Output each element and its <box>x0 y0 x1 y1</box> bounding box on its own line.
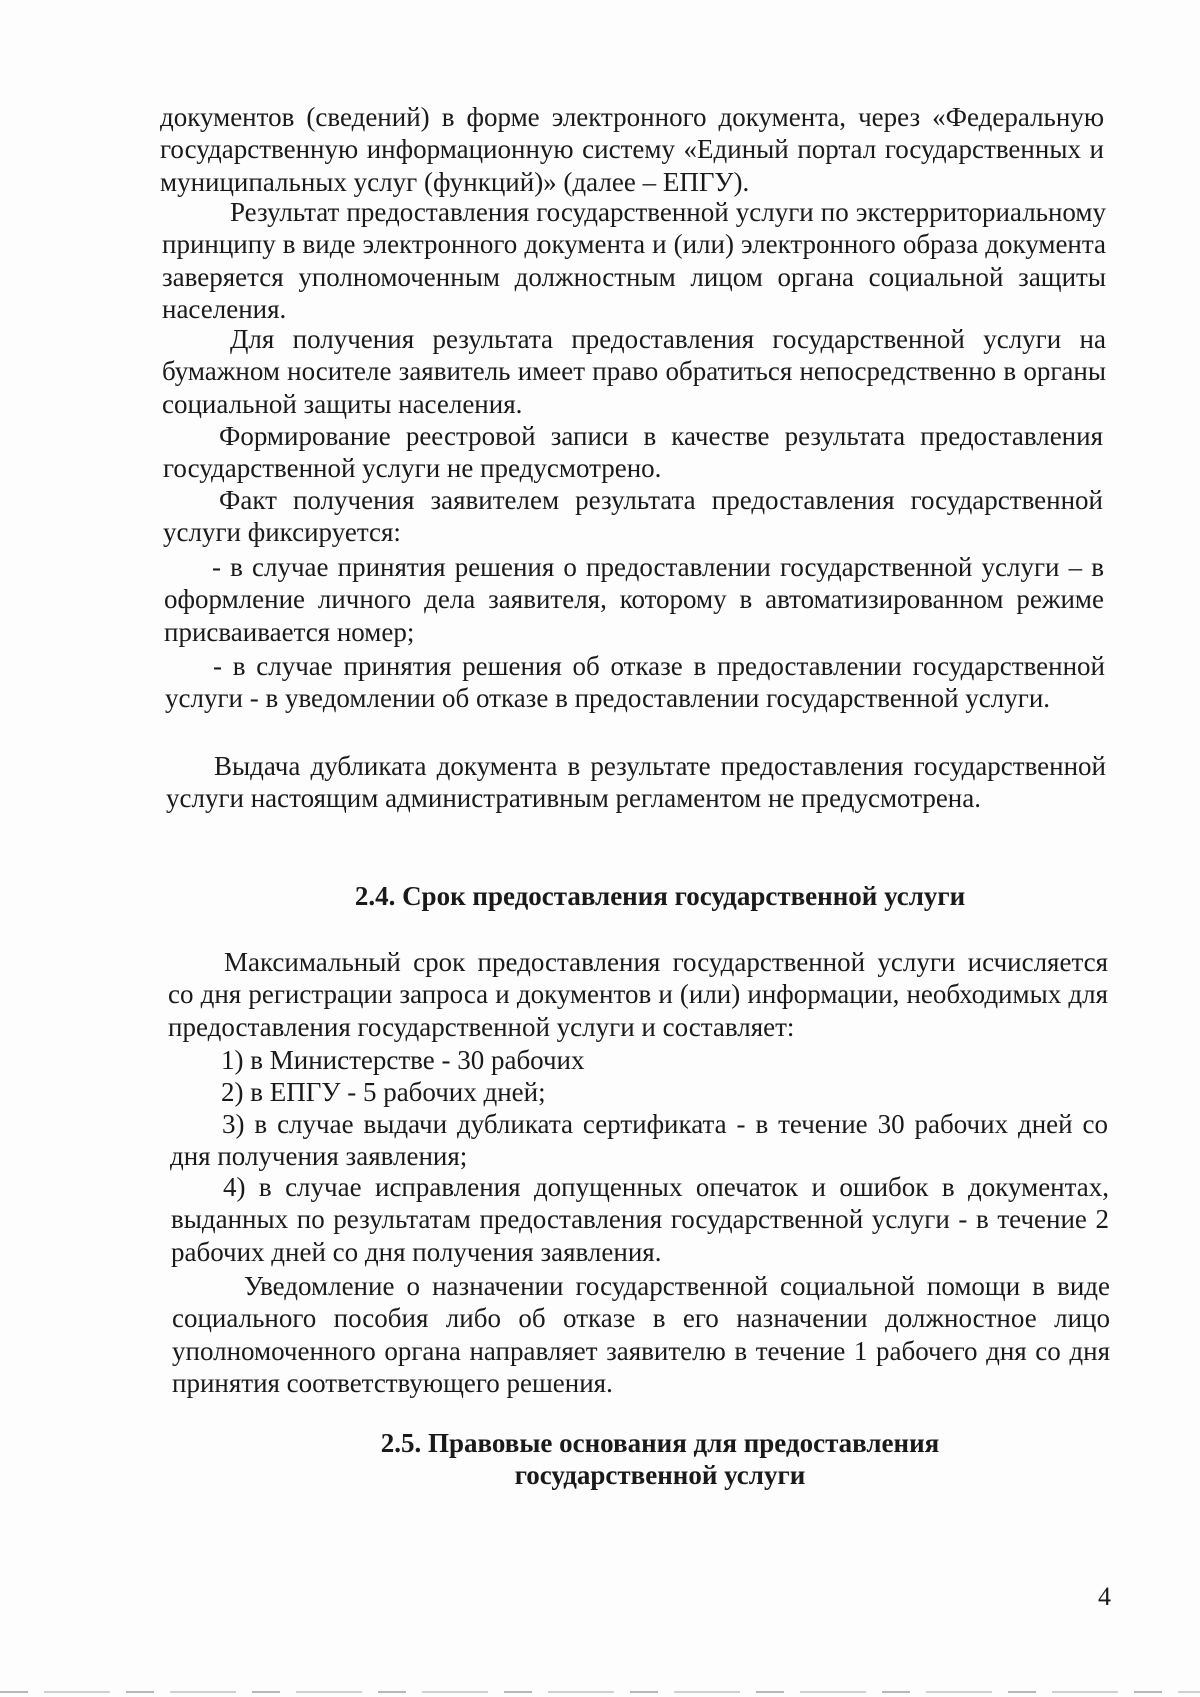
paragraph-notification: Уведомление о назначении государственной социальной помощи в виде социального пособия либо об отказе в его назначении должностное лицо уполномоченного органа направляет заявителю в течение 1 рабочего дня со дня принятия соответствующего решения. <box>172 1271 1110 1399</box>
list-item-epgu: 2) в ЕПГУ - 5 рабочих дней; <box>221 1077 546 1107</box>
page-number: 4 <box>1098 1582 1111 1611</box>
paragraph-duplicate-issue: Выдача дубликата документа в результате предоставления государственной услуги настоящим административным регламентом не предусмотрена. <box>166 751 1106 814</box>
paragraph-registry-record: Формирование реестровой записи в качестве результата предоставления государственной услуги не предусмотрено. <box>163 421 1103 484</box>
paragraph-receipt-fact: Факт получения заявителем результата предоставления государственной услуги фиксируется: <box>163 485 1103 548</box>
paragraph-approval-case: - в случае принятия решения о предоставлении государственной услуги – в оформление личного дела заявителя, которому в автоматизированном режиме присваивается номер; <box>164 552 1104 647</box>
list-item-duplicate-certificate: 3) в случае выдачи дубликата сертификата - в течение 30 рабочих дней со дня получения заявления; <box>170 1109 1108 1172</box>
paragraph-extraterritorial-result: Результат предоставления государственной услуги по экстерриториальному принципу в виде электронного документа и (или) электронного образа документа заверяется уполномоченным должностным лицом органа социальной защиты населения. <box>162 197 1106 325</box>
paragraph-refusal-case: - в случае принятия решения об отказе в предоставлении государственной услуги - в уведомлении об отказе в предоставлении государственной услуги. <box>165 651 1105 714</box>
section-heading-2-4: 2.4. Срок предоставления государственной услуги <box>354 881 966 911</box>
paragraph-max-term: Максимальный срок предоставления государственной услуги исчисляется со дня регистрации запроса и документов и (или) информации, необходимых для предоставления государственной услуги и составляет: <box>168 947 1108 1042</box>
paragraph-paper-result: Для получения результата предоставления государственной услуги на бумажном носителе заявитель имеет право обратиться непосредственно в органы социальной защиты населения. <box>162 324 1106 419</box>
section-heading-2-5-line2: государственной услуги <box>514 1460 806 1491</box>
section-heading-2-5 <box>300 1427 1020 1492</box>
list-item-error-correction: 4) в случае исправления допущенных опечаток и ошибок в документах, выданных по результатам предоставления государственной услуги - в течение 2 рабочих дней со дня получения заявления. <box>171 1172 1109 1267</box>
paragraph-epgu-continuation: документов (сведений) в форме электронного документа, через «Федеральную государственную информационную систему «Единый портал государственных и муниципальных услуг (функций)» (далее – ЕПГУ). <box>160 102 1104 197</box>
list-item-ministry: 1) в Министерстве - 30 рабочих <box>221 1045 585 1075</box>
section-heading-2-5-line1: 2.5. Правовые основания для предоставления <box>380 1428 940 1458</box>
scan-edge-line <box>0 1691 1200 1693</box>
